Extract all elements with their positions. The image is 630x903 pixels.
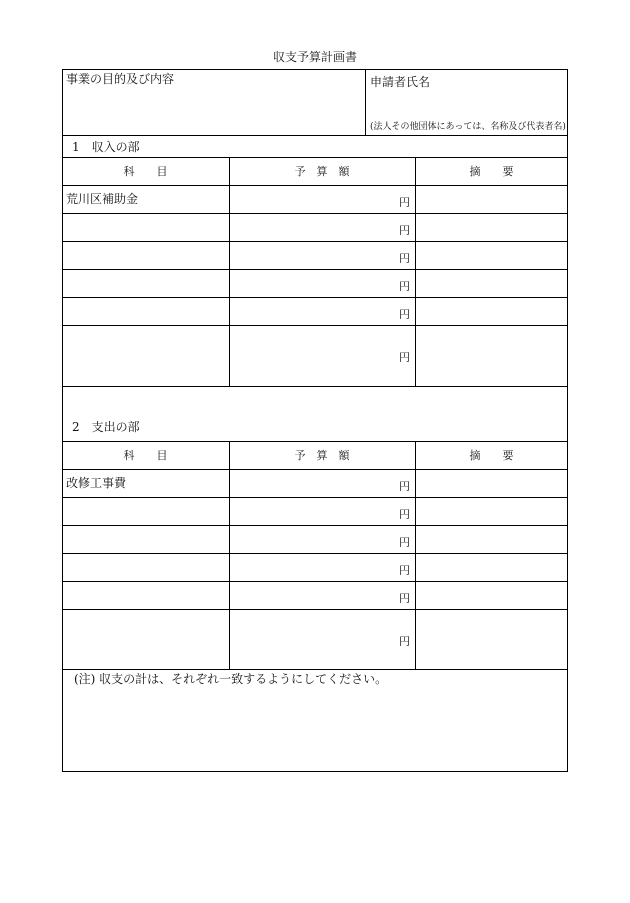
income-row-2-unit: 円 <box>399 224 410 237</box>
expense-row-line <box>62 553 568 554</box>
income-table-bottom <box>62 386 568 387</box>
income-col-divider-1 <box>229 157 230 386</box>
expense-row-1-unit: 円 <box>399 480 410 493</box>
income-row-line <box>62 297 568 298</box>
income-row-1-item: 荒川区補助金 <box>66 192 139 206</box>
income-row-1-unit: 円 <box>399 196 410 209</box>
income-header-remarks: 摘 要 <box>469 165 514 178</box>
document-title: 収支予算計画書 <box>272 50 357 64</box>
income-row-line <box>62 325 568 326</box>
income-header-item: 科 目 <box>123 165 168 178</box>
expense-row-line <box>62 581 568 582</box>
expense-row-1-item: 改修工事費 <box>66 476 127 490</box>
income-row-line <box>62 213 568 214</box>
expense-header-remarks: 摘 要 <box>469 449 514 462</box>
footnote: (注) 収支の計は、それぞれ一致するようにしてください。 <box>74 672 388 686</box>
header-bottom-line <box>62 135 568 136</box>
expense-row-6-unit: 円 <box>399 635 410 648</box>
income-section-label: 1 収入の部 <box>72 140 140 154</box>
header-divider <box>365 70 366 135</box>
expense-row-line <box>62 497 568 498</box>
expense-row-line <box>62 525 568 526</box>
income-row-line <box>62 269 568 270</box>
expense-col-divider-1 <box>229 441 230 669</box>
income-table-top <box>62 157 568 158</box>
expense-table-top <box>62 441 568 442</box>
expense-row-2-unit: 円 <box>399 508 410 521</box>
expense-section-label: 2 支出の部 <box>72 420 140 434</box>
income-row-line <box>62 241 568 242</box>
expense-col-divider-2 <box>415 441 416 669</box>
expense-header-item: 科 目 <box>123 449 168 462</box>
income-col-divider-2 <box>415 157 416 386</box>
expense-row-4-unit: 円 <box>399 564 410 577</box>
applicant-note: (法人その他団体にあっては、名称及び代表者名) <box>370 122 566 132</box>
expense-row-3-unit: 円 <box>399 536 410 549</box>
income-row-4-unit: 円 <box>399 280 410 293</box>
income-row-6-unit: 円 <box>399 351 410 364</box>
expense-row-5-unit: 円 <box>399 592 410 605</box>
income-row-3-unit: 円 <box>399 252 410 265</box>
expense-header-bottom <box>62 469 568 470</box>
expense-header-amount: 予 算 額 <box>294 449 350 462</box>
purpose-label: 事業の目的及び内容 <box>66 72 175 86</box>
income-header-amount: 予 算 額 <box>294 165 350 178</box>
applicant-label: 申請者氏名 <box>370 75 431 89</box>
expense-table-bottom <box>62 669 568 670</box>
income-header-bottom <box>62 185 568 186</box>
income-row-5-unit: 円 <box>399 308 410 321</box>
expense-row-line <box>62 609 568 610</box>
